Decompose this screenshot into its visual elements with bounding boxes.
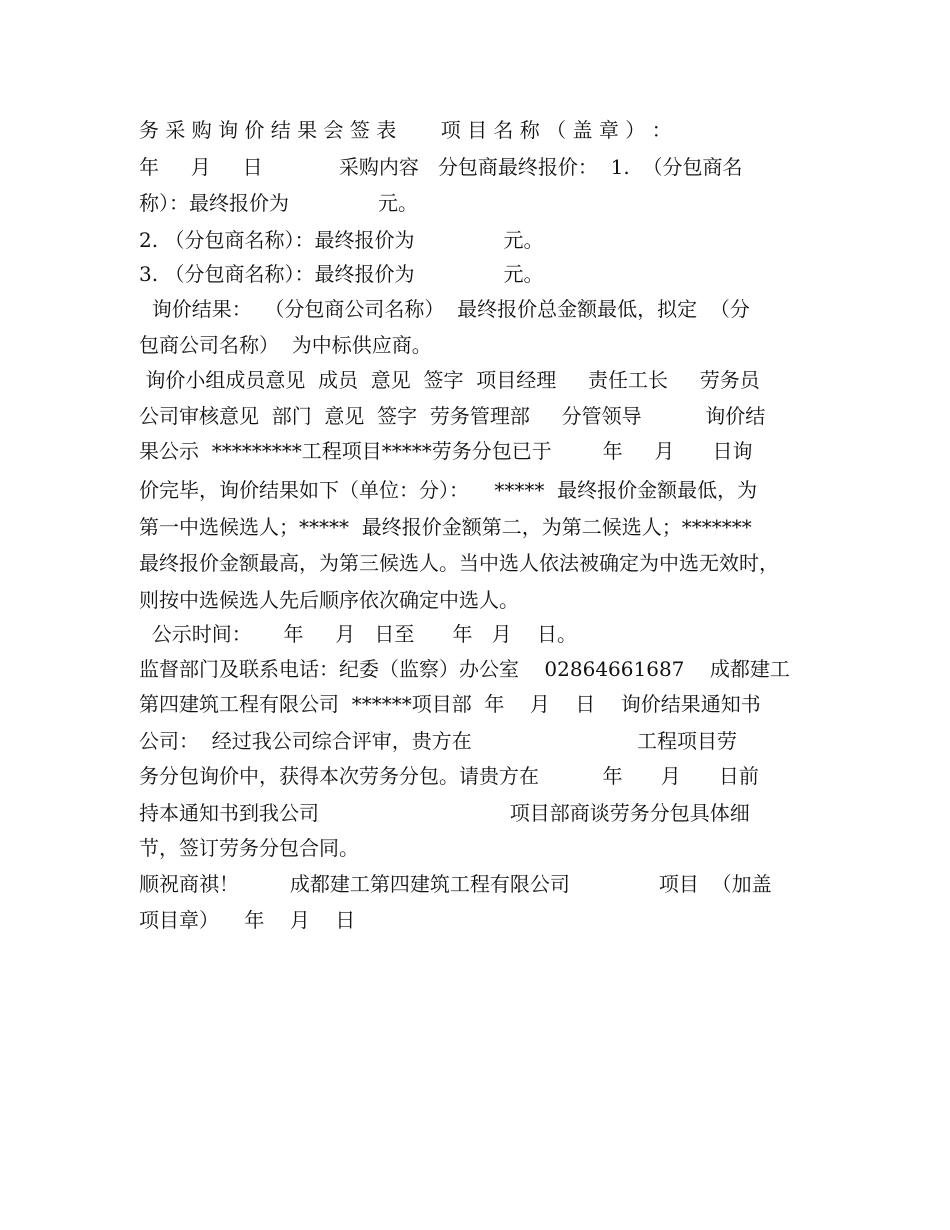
text-line: 顺祝商祺！ 成都建工第四建筑工程有限公司 项目 （加盖: [139, 872, 772, 896]
text-line: 询价结果： （分包商公司名称） 最终报价总金额最低，拟定 （分: [139, 297, 750, 321]
text-line: 2. （分包商名称）：最终报价为 元。: [139, 228, 544, 252]
text-line: 年 月 日 采购内容 分包商最终报价： 1. （分包商名: [139, 155, 743, 179]
text-line: 务分包询价中，获得本次劳务分包。请贵方在 年 月 日前: [139, 764, 759, 788]
text-line: 第一中选候选人；***** 最终报价金额第二，为第二候选人；*******: [139, 515, 752, 539]
text-line: 最终报价金额最高，为第三候选人。当中选人依法被确定为中选无效时，: [139, 551, 779, 575]
text-line: 节，签订劳务分包合同。: [139, 836, 359, 860]
text-line: 公示时间： 年 月 日至 年 月 日。: [139, 622, 578, 646]
text-line: 项目章） 年 月 日: [139, 908, 356, 932]
text-line: 务 采 购 询 价 结 果 会 签 表 项 目 名 称 （ 盖 章 ） ：: [139, 118, 672, 142]
text-line: 公司： 经过我公司综合评审，贵方在 工程项目劳: [139, 729, 738, 753]
text-line: 包商公司名称） 为中标供应商。: [139, 333, 432, 357]
text-line: 则按中选候选人先后顺序依次确定中选人。: [139, 588, 519, 612]
text-line: 价完毕，询价结果如下（单位：分）： ***** 最终报价金额最低，为: [139, 478, 758, 502]
text-line: 监督部门及联系电话：纪委（监察）办公室 02864661687 成都建工: [139, 657, 790, 681]
text-line: 公司审核意见 部门 意见 签字 劳务管理部 分管领导 询价结: [139, 404, 766, 428]
text-line: 果公示 *********工程项目*****劳务分包已于 年 月 日询: [139, 439, 753, 463]
text-line: 询价小组成员意见 成员 意见 签字 项目经理 责任工长 劳务员: [139, 368, 760, 392]
text-line: 持本通知书到我公司 项目部商谈劳务分包具体细: [139, 801, 750, 825]
text-line: 3. （分包商名称）：最终报价为 元。: [139, 262, 544, 286]
text-line: 称）：最终报价为 元。: [139, 191, 419, 215]
text-line: 第四建筑工程有限公司 ******项目部 年 月 日 询价结果通知书: [139, 692, 761, 716]
